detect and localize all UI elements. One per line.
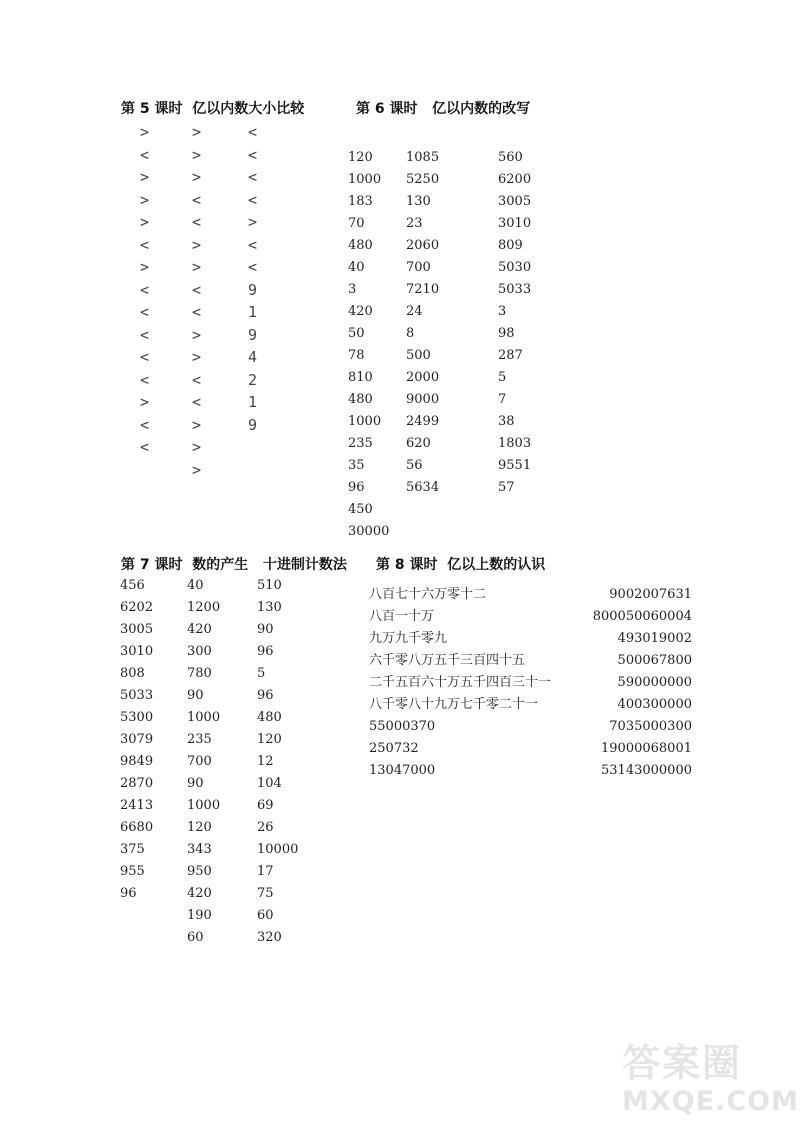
answer-cell: 2060 xyxy=(406,238,440,253)
answer-cell: 950 xyxy=(187,864,212,879)
answer-cell: 55000370 xyxy=(369,719,436,734)
answer-cell: < xyxy=(140,145,150,164)
answer-cell: 456 xyxy=(120,578,145,593)
answer-cell: > xyxy=(140,168,150,186)
answer-cell: 9849 xyxy=(120,754,154,769)
answer-cell: 400300000 xyxy=(617,697,692,712)
answer-cell: 96 xyxy=(348,480,365,495)
answer-cell: < xyxy=(140,438,150,456)
answer-cell: 35 xyxy=(348,458,365,473)
answer-cell: 9551 xyxy=(498,458,532,473)
answer-cell: 493019002 xyxy=(617,631,692,646)
answer-cell: 1000 xyxy=(187,798,221,813)
answer-cell: 23 xyxy=(406,216,423,231)
answer-cell: 1000 xyxy=(348,414,382,429)
lesson8-col2 xyxy=(560,584,692,782)
answer-cell: 130 xyxy=(406,194,431,209)
answer-cell: 40 xyxy=(187,578,204,593)
lesson5-title: 第 5 课时 亿以内数大小比较 xyxy=(121,101,305,117)
answer-cell: 17 xyxy=(257,864,274,879)
answer-cell: 1000 xyxy=(187,710,221,725)
answer-cell: 808 xyxy=(120,666,145,681)
answer-cell: 130 xyxy=(257,600,282,615)
answer-cell: 7 xyxy=(498,392,507,407)
answer-cell: 620 xyxy=(406,436,431,451)
answer-cell: 1 xyxy=(248,393,258,411)
answer-cell: 3010 xyxy=(120,644,154,659)
answer-cell: < xyxy=(248,258,258,276)
answer-cell: 96 xyxy=(120,886,137,901)
lesson5-col2 xyxy=(192,121,201,481)
answer-cell: 250732 xyxy=(369,741,419,756)
answer-cell: 780 xyxy=(187,666,212,681)
answer-cell: 53143000000 xyxy=(601,763,692,778)
answer-cell: 5 xyxy=(498,370,507,385)
answer-cell: < xyxy=(140,280,150,299)
answer-cell: 9 xyxy=(248,325,258,344)
answer-cell: 90 xyxy=(187,776,204,791)
answer-cell: > xyxy=(140,123,150,141)
answer-cell: 90 xyxy=(187,688,204,703)
answer-cell: < xyxy=(248,168,258,186)
answer-cell: 300 xyxy=(187,644,212,659)
lesson8-title: 第 8 课时 亿以上数的认识 xyxy=(376,557,546,573)
answer-cell: > xyxy=(192,438,202,456)
answer-cell: 24 xyxy=(406,304,423,319)
lesson6-col3 xyxy=(498,147,531,499)
answer-cell: 八百一十万 xyxy=(369,609,435,624)
answer-cell: < xyxy=(140,415,150,434)
answer-cell: 69 xyxy=(257,798,274,813)
answer-cell: > xyxy=(192,460,202,479)
lesson7-title: 第 7 课时 数的产生 十进制计数法 xyxy=(121,557,347,573)
answer-cell: 120 xyxy=(348,150,373,165)
watermark-logo xyxy=(622,1040,799,1128)
answer-cell: > xyxy=(192,258,202,276)
answer-cell: 2413 xyxy=(120,798,154,813)
answer-cell: > xyxy=(192,325,202,344)
answer-cell: 955 xyxy=(120,864,145,879)
answer-cell: 八千零八十九万七千零二十一 xyxy=(369,697,539,712)
answer-cell: 二千五百六十万五千四百三十一 xyxy=(369,675,552,690)
answer-cell: 60 xyxy=(257,908,274,923)
answer-cell: 1000 xyxy=(348,172,382,187)
answer-cell: 510 xyxy=(257,578,282,593)
answer-cell: 800050060004 xyxy=(592,609,692,624)
answer-cell: 3005 xyxy=(120,622,154,637)
lesson5-col3 xyxy=(248,121,257,436)
lesson6-col2 xyxy=(406,147,439,499)
answer-cell: 480 xyxy=(348,392,373,407)
answer-cell: 10000 xyxy=(257,842,299,857)
answer-cell: 500067800 xyxy=(617,653,692,668)
answer-cell: 480 xyxy=(348,238,373,253)
answer-cell: < xyxy=(140,370,150,389)
answer-cell: < xyxy=(192,370,202,389)
answer-cell: 5634 xyxy=(406,480,440,495)
answer-cell: 5300 xyxy=(120,710,154,725)
answer-cell: 2499 xyxy=(406,414,440,429)
answer-cell: 6202 xyxy=(120,600,154,615)
answer-cell: 190 xyxy=(187,908,212,923)
answer-cell: 560 xyxy=(498,150,523,165)
answer-cell: 1085 xyxy=(406,150,440,165)
lesson7-col1 xyxy=(120,575,153,905)
answer-cell: 70 xyxy=(348,216,365,231)
answer-cell: 六千零八万五千三百四十五 xyxy=(369,653,526,668)
answer-cell: 19000068001 xyxy=(601,741,692,756)
answer-cell: 13047000 xyxy=(369,763,436,778)
watermark-top: 答案圈 xyxy=(622,1041,743,1085)
answer-cell: 183 xyxy=(348,194,373,209)
answer-cell: 1 xyxy=(248,303,258,321)
answer-cell: 120 xyxy=(257,732,282,747)
answer-cell: > xyxy=(192,168,202,186)
answer-cell: 5033 xyxy=(498,282,532,297)
answer-cell: 78 xyxy=(348,348,365,363)
answer-cell: 320 xyxy=(257,930,282,945)
answer-cell: 420 xyxy=(348,304,373,319)
answer-cell: 12 xyxy=(257,754,274,769)
answer-cell: 450 xyxy=(348,502,373,517)
answer-cell: 96 xyxy=(257,688,274,703)
answer-cell: < xyxy=(248,123,258,141)
answer-cell: 700 xyxy=(406,260,431,275)
answer-cell: 809 xyxy=(498,238,523,253)
answer-cell: 480 xyxy=(257,710,282,725)
answer-cell: 5030 xyxy=(498,260,532,275)
answer-cell: 9002007631 xyxy=(609,587,692,602)
answer-cell: 4 xyxy=(248,348,258,366)
answer-cell: 5250 xyxy=(406,172,440,187)
answer-cell: 1803 xyxy=(498,436,532,451)
answer-cell: 2870 xyxy=(120,776,154,791)
answer-cell: 420 xyxy=(187,886,212,901)
answer-cell: 3010 xyxy=(498,216,532,231)
answer-cell: < xyxy=(140,348,150,366)
answer-cell: 500 xyxy=(406,348,431,363)
lesson5-col1 xyxy=(140,121,149,459)
answer-cell: < xyxy=(192,280,202,299)
answer-cell: 38 xyxy=(498,414,515,429)
answer-cell: 3005 xyxy=(498,194,532,209)
answer-cell: 6200 xyxy=(498,172,532,187)
answer-cell: 590000000 xyxy=(617,675,692,690)
answer-cell: 3 xyxy=(348,282,357,297)
answer-cell: 7035000300 xyxy=(609,719,692,734)
lesson7-col2 xyxy=(187,575,220,949)
answer-cell: 420 xyxy=(187,622,212,637)
answer-cell: 9000 xyxy=(406,392,440,407)
answer-cell: > xyxy=(140,393,150,411)
answer-cell: < xyxy=(248,190,258,209)
answer-cell: 5033 xyxy=(120,688,154,703)
answer-cell: 1200 xyxy=(187,600,221,615)
answer-cell: 287 xyxy=(498,348,523,363)
answer-cell: 7210 xyxy=(406,282,440,297)
answer-cell: 96 xyxy=(257,644,274,659)
answer-cell: 6680 xyxy=(120,820,154,835)
answer-cell: > xyxy=(192,235,202,254)
answer-cell: 57 xyxy=(498,480,515,495)
answer-cell: 235 xyxy=(348,436,373,451)
answer-cell: 98 xyxy=(498,326,515,341)
answer-cell: < xyxy=(248,235,258,254)
answer-cell: 343 xyxy=(187,842,212,857)
answer-cell: 2000 xyxy=(406,370,440,385)
answer-cell: < xyxy=(192,213,202,231)
lesson8-col1 xyxy=(369,584,551,782)
answer-cell: 40 xyxy=(348,260,365,275)
answer-cell: 375 xyxy=(120,842,145,857)
answer-cell: 104 xyxy=(257,776,282,791)
lesson7-col3 xyxy=(257,575,298,949)
answer-cell: > xyxy=(140,258,150,276)
answer-cell: < xyxy=(192,393,202,411)
answer-cell: > xyxy=(192,415,202,434)
answer-cell: 3 xyxy=(498,304,507,319)
answer-cell: 3079 xyxy=(120,732,154,747)
answer-cell: > xyxy=(192,145,202,164)
answer-cell: 9 xyxy=(248,415,258,434)
answer-cell: > xyxy=(140,190,150,209)
answer-cell: < xyxy=(192,190,202,209)
lesson6-title: 第 6 课时 亿以内数的改写 xyxy=(356,101,531,117)
answer-cell: 235 xyxy=(187,732,212,747)
answer-cell: < xyxy=(248,145,258,164)
answer-cell: < xyxy=(140,325,150,344)
answer-cell: 60 xyxy=(187,930,204,945)
answer-cell: 56 xyxy=(406,458,423,473)
watermark-bottom: MXQE.COM xyxy=(622,1086,799,1117)
answer-cell: 810 xyxy=(348,370,373,385)
answer-cell: 八百七十六万零十二 xyxy=(369,587,487,602)
answer-cell: 50 xyxy=(348,326,365,341)
answer-cell: 26 xyxy=(257,820,274,835)
answer-cell: 700 xyxy=(187,754,212,769)
answer-cell: < xyxy=(192,303,202,321)
lesson6-col1 xyxy=(348,147,389,543)
answer-cell: > xyxy=(140,213,150,231)
answer-cell: 2 xyxy=(248,370,258,389)
answer-cell: 120 xyxy=(187,820,212,835)
answer-cell: < xyxy=(140,303,150,321)
answer-cell: > xyxy=(248,213,258,231)
answer-cell: > xyxy=(192,123,202,141)
answer-cell: > xyxy=(192,348,202,366)
answer-cell: 九万九千零九 xyxy=(369,631,448,646)
answer-cell: < xyxy=(140,235,150,254)
answer-cell: 9 xyxy=(248,280,258,299)
answer-cell: 8 xyxy=(406,326,415,341)
answer-cell: 5 xyxy=(257,666,266,681)
answer-cell: 30000 xyxy=(348,524,390,539)
answer-cell: 90 xyxy=(257,622,274,637)
answer-cell: 75 xyxy=(257,886,274,901)
